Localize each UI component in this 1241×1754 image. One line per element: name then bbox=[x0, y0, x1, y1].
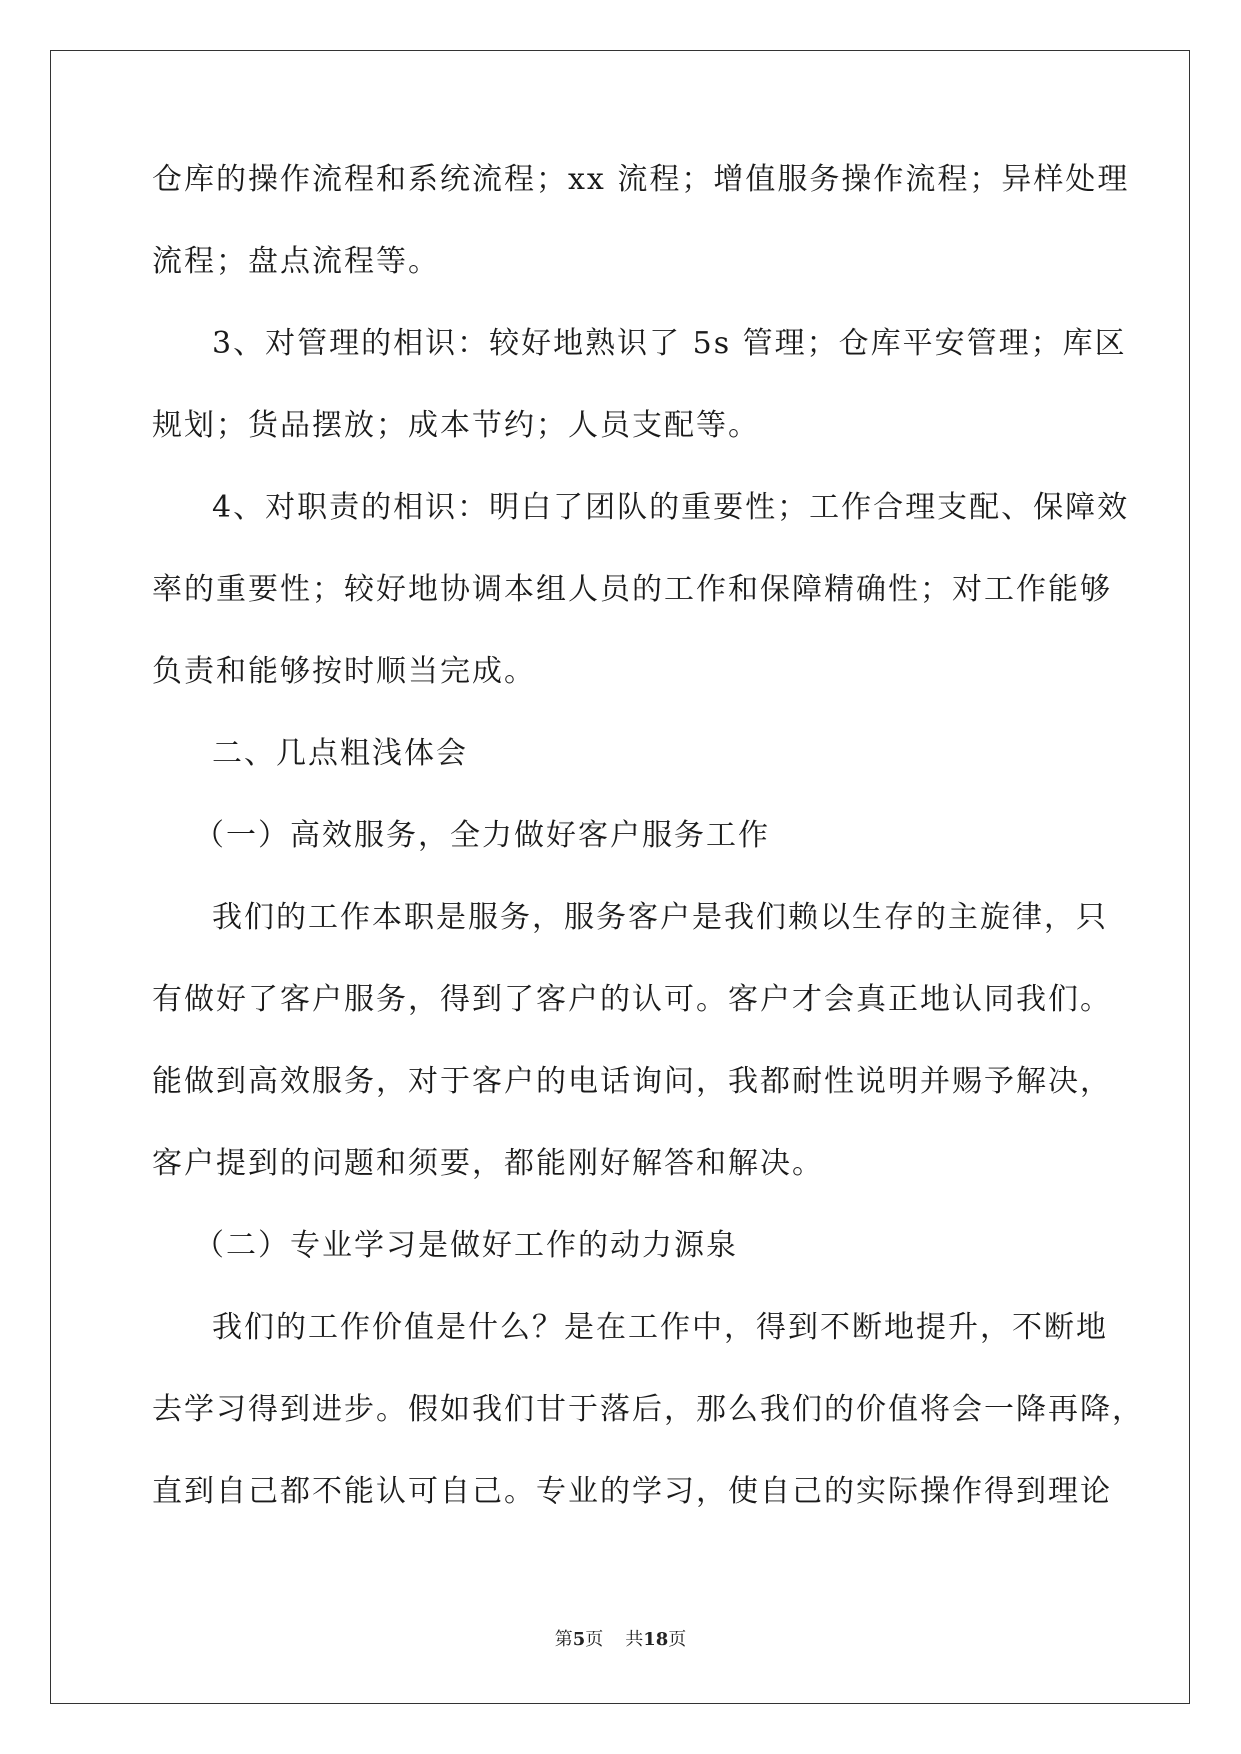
total-pages: 18 bbox=[643, 1629, 669, 1650]
text-line: 率的重要性；较好地协调本组人员的工作和保障精确性；对工作能够 bbox=[152, 572, 1112, 607]
total-prefix: 共 bbox=[625, 1629, 644, 1650]
text-line: 去学习得到进步。假如我们甘于落后，那么我们的价值将会一降再降， bbox=[152, 1392, 1144, 1427]
subsection-heading: （一）高效服务，全力做好客户服务工作 bbox=[194, 818, 770, 853]
section-heading: 二、几点粗浅体会 bbox=[212, 736, 468, 771]
page-footer bbox=[0, 1628, 1241, 1652]
text-line: 我们的工作本职是服务，服务客户是我们赖以生存的主旋律，只 bbox=[212, 900, 1108, 935]
text-line: 4、对职责的相识：明白了团队的重要性；工作合理支配、保障效 bbox=[212, 490, 1130, 525]
page-number: 5 bbox=[572, 1629, 586, 1650]
text-line: 能做到高效服务，对于客户的电话询问，我都耐性说明并赐予解决， bbox=[152, 1064, 1112, 1099]
text-line: 直到自己都不能认可自己。专业的学习，使自己的实际操作得到理论 bbox=[152, 1474, 1112, 1509]
subsection-heading: （二）专业学习是做好工作的动力源泉 bbox=[194, 1228, 738, 1263]
text-line: 3、对管理的相识：较好地熟识了 5s 管理；仓库平安管理；库区 bbox=[212, 326, 1127, 361]
text-line: 流程；盘点流程等。 bbox=[152, 244, 440, 279]
page-prefix: 第 bbox=[554, 1629, 573, 1650]
text-line: 我们的工作价值是什么？是在工作中，得到不断地提升，不断地 bbox=[212, 1310, 1108, 1345]
page-suffix: 页 bbox=[585, 1629, 604, 1650]
text-line: 规划；货品摆放；成本节约；人员支配等。 bbox=[152, 408, 760, 443]
document-body bbox=[152, 160, 1144, 1554]
text-line: 仓库的操作流程和系统流程；xx 流程；增值服务操作流程；异样处理 bbox=[152, 162, 1130, 197]
text-line: 有做好了客户服务，得到了客户的认可。客户才会真正地认同我们。 bbox=[152, 982, 1112, 1017]
text-line: 客户提到的问题和须要，都能刚好解答和解决。 bbox=[152, 1146, 824, 1181]
text-line: 负责和能够按时顺当完成。 bbox=[152, 654, 536, 689]
total-suffix: 页 bbox=[668, 1629, 687, 1650]
